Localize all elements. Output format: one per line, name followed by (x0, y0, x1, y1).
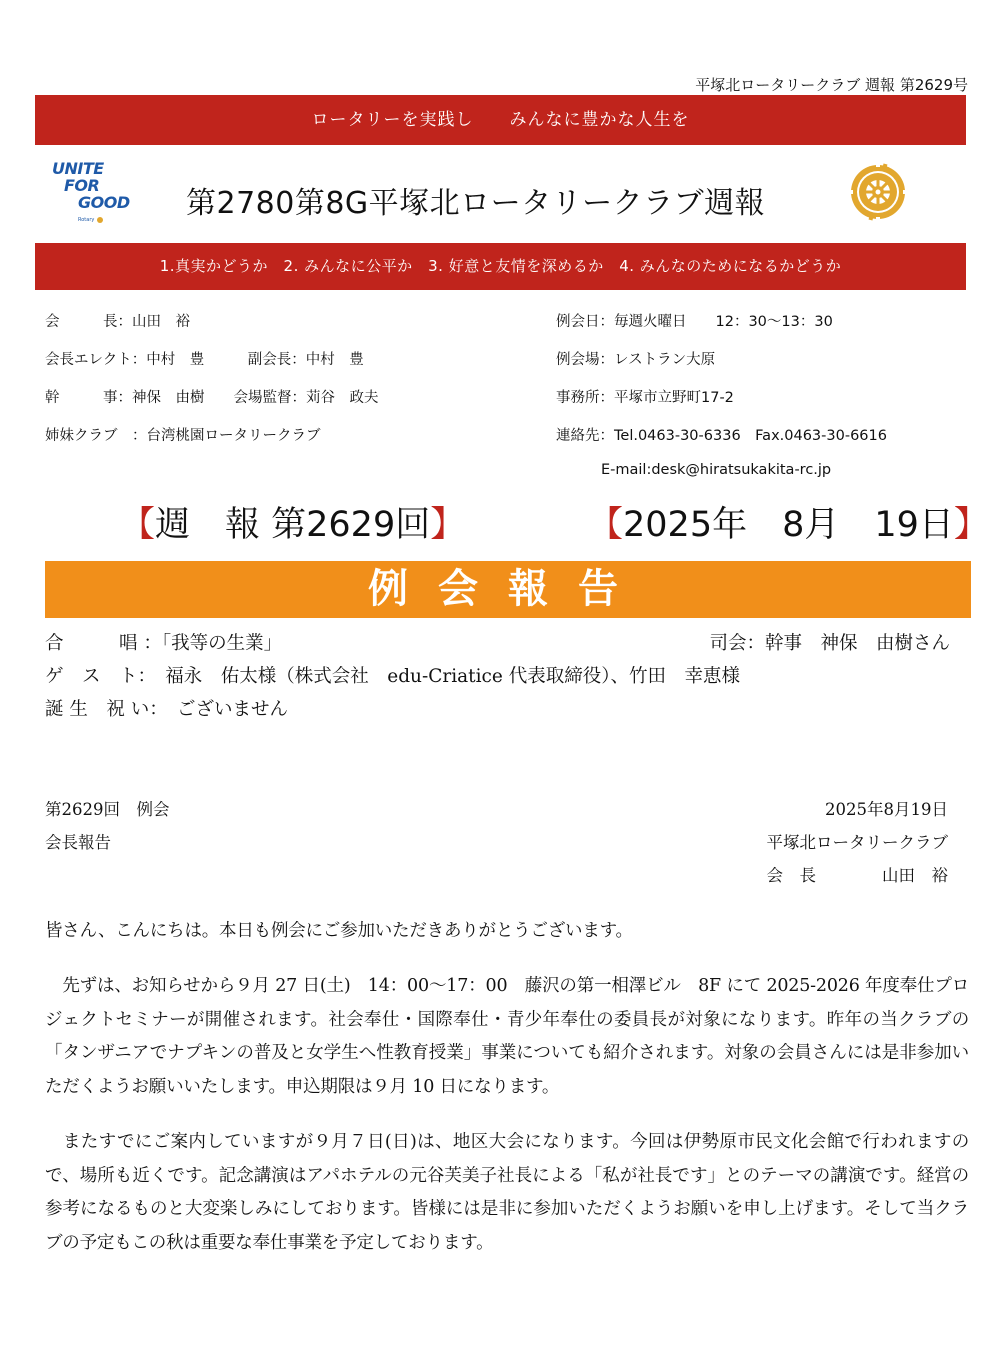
issue-number-text: 週 報 第2629回 (155, 505, 431, 545)
motto-text: ロータリーを実践し みんなに豊かな人生を (311, 110, 690, 130)
logo-rotary-mark (52, 217, 142, 223)
info-sister-club: 姉妹クラブ ：台湾桃園ロータリークラブ (45, 428, 321, 444)
four-way-test-text: 1.真実かどうか 2. みんなに公平か 3. 好意と友情を深めるか 4. みんなのためになるかどうか (159, 257, 842, 275)
logo-line-2: FOR (64, 176, 100, 195)
meeting-mc: 司会：幹事 神保 由樹さん (709, 633, 950, 654)
page-title: 第2780第8G平塚北ロータリークラブ週報 (186, 186, 766, 221)
info-email: E-mail:desk@hiratsukakita-rc.jp (601, 462, 832, 478)
rotary-dot-icon (97, 217, 103, 223)
report-club: 平塚北ロータリークラブ (766, 833, 948, 852)
bracket-open: 【 (120, 505, 156, 545)
meeting-birthday: 誕 生 祝 い： ございません (45, 699, 289, 720)
bracket-close: 】 (953, 505, 989, 545)
report-paragraph-2: 先ずは、お知らせから９月 27 日(土) 14：00～17：00 藤沢の第一相澤ビル 8F にて 2025-2026 年度奉仕プロジェクトセミナーが開催されます。社会奉仕・国際奉仕・青少年奉仕の委員長が対象になります。昨年の当クラブの「タンザニアでナプキンの普及と女学生へ性教育授業」事業についても紹介されます。対象の会員さんには是非参加いただくようお願いいたします。申込期限は９月 10 日になります。 (45, 976, 969, 1098)
logo-small-text: Rotary (78, 217, 95, 223)
logo-line-1: UNITE (52, 159, 104, 178)
issue-label: 平塚北ロータリークラブ 週報 第2629号 (695, 76, 968, 94)
meeting-chorus: 合 唱 ：「我等の生業」 (45, 633, 283, 654)
report-date: 2025年8月19日 (825, 800, 948, 819)
bracket-open: 【 (588, 505, 624, 545)
rotary-wheel-icon (848, 162, 908, 222)
info-contact: 連絡先：Tel.0463-30-6336 Fax.0463-30-6616 (556, 428, 887, 444)
meeting-guests: ゲ ス ト： 福永 佑太様（株式会社 edu-Criatice 代表取締役）、竹田 幸恵様 (45, 666, 740, 687)
report-paragraph-3: またすでにご案内していますが９月７日(日)は、地区大会になります。今回は伊勢原市民文化会館で行われますので、場所も近くです。記念講演はアパホテルの元谷芙美子社長による「私が社長です」とのテーマの講演です。経営の参考になるものと大変楽しみにしております。皆様には是非に参加いただくようお願いを申し上げます。そして当クラブの予定もこの秋は重要な奉仕事業を予定しております。 (45, 1132, 969, 1254)
issue-date (588, 497, 989, 547)
report-meeting-no: 第2629回 例会 (45, 800, 170, 819)
unite-for-good-logo (52, 160, 142, 230)
motto-banner (35, 95, 966, 145)
report-paragraph-1: 皆さん、こんにちは。本日も例会にご参加いただきありがとうございます。 (45, 921, 633, 941)
info-office: 事務所：平塚市立野町17-2 (556, 390, 734, 406)
info-secretary: 幹 事：神保 由樹 会場監督：苅谷 政夫 (45, 390, 379, 406)
four-way-test-banner (35, 243, 966, 290)
report-banner-text: 例会報告 (368, 566, 648, 612)
report-president: 会 長 山田 裕 (766, 866, 948, 885)
report-type: 会長報告 (45, 833, 111, 852)
issue-number (120, 497, 465, 547)
bracket-close: 】 (430, 505, 466, 545)
issue-date-text: 2025年 8月 19日 (623, 505, 954, 545)
logo-line-3: GOOD (78, 193, 130, 212)
report-banner (45, 561, 971, 618)
info-officers: 会長エレクト：中村 豊 副会長：中村 豊 (45, 352, 364, 368)
info-meeting-place: 例会場：レストラン大原 (556, 352, 716, 368)
info-president: 会 長：山田 裕 (45, 314, 190, 330)
info-meeting-day: 例会日：毎週火曜日 12：30～13：30 (556, 314, 833, 330)
